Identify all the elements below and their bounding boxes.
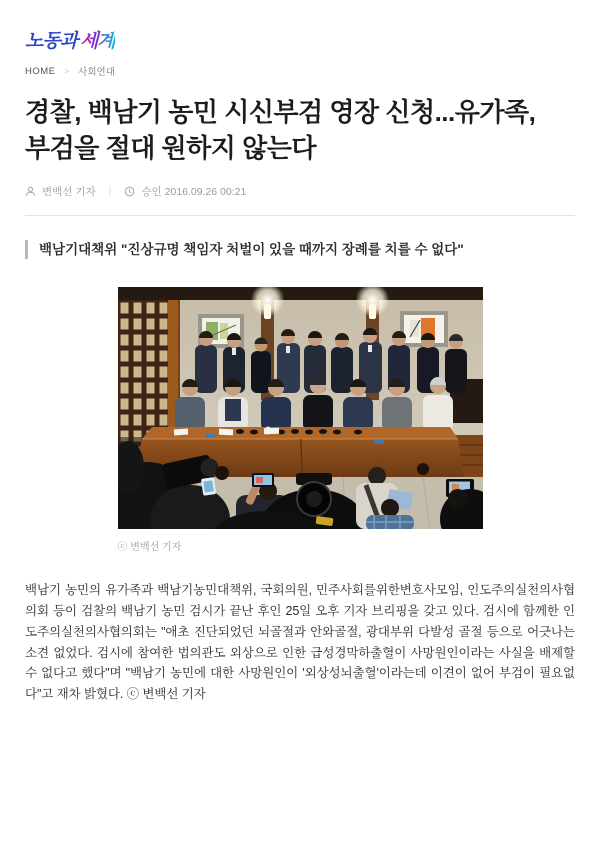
page-title: 경찰, 백남기 농민 시신부검 영장 신청...유가족, 부검을 절대 원하지 않는다 [25, 97, 536, 163]
header-divider [25, 215, 575, 216]
reporter-icon [25, 186, 36, 197]
article-photo-figure [118, 287, 483, 553]
breadcrumb-category-link[interactable]: 사회연대 [78, 67, 115, 78]
byline-separator: | [108, 185, 112, 198]
article-body-text: 백남기 농민의 유가족과 백남기농민대책위, 국회의원, 민주사회를위한변호사모임, 인도주의실천의사협의회 등이 검찰의 백남기 농민 검시가 끝난 후인 25일 오후 기자 브리핑을 갖고 있다. 검시에 함께한 인도주의실천의사협의회는 "애초 진단되었던 뇌골절과 안와골절, 광대부위 다발성 골절 등으로 어긋나는 소견 없었다. 검시에 참여한 법의관도 외상으로 인한 급성경막하출혈이 사망원인이라는 사실을 배제할 수 없다고 했다"며 "백남기 농민에 대한 사망원인이 '외상성뇌출혈'이라는데 이견이 없어 부검이 필요없다"고 재차 밝혔다. ⓒ 변백선 기자 [25, 583, 575, 702]
site-logo[interactable] [25, 26, 115, 53]
breadcrumb-separator: > [64, 66, 70, 76]
breadcrumb [25, 64, 575, 78]
site-logo-text-primary: 노동과 [25, 31, 78, 52]
photo-caption: ⓒ 변백선 기자 [117, 542, 182, 554]
published-datetime: 승인 2016.09.26 00:21 [141, 185, 247, 198]
site-logo-text-secondary: 세계 [80, 26, 115, 53]
breadcrumb-home-link[interactable]: HOME [25, 65, 56, 77]
press-conference-photo [118, 287, 483, 529]
byline [25, 184, 575, 199]
clock-icon [124, 186, 135, 197]
reporter-name-link[interactable]: 변백선 기자 [42, 185, 96, 198]
article-subheading: 백남기대책위 "진상규명 책임자 처벌이 있을 때까지 장례를 치를 수 없다" [25, 240, 575, 260]
